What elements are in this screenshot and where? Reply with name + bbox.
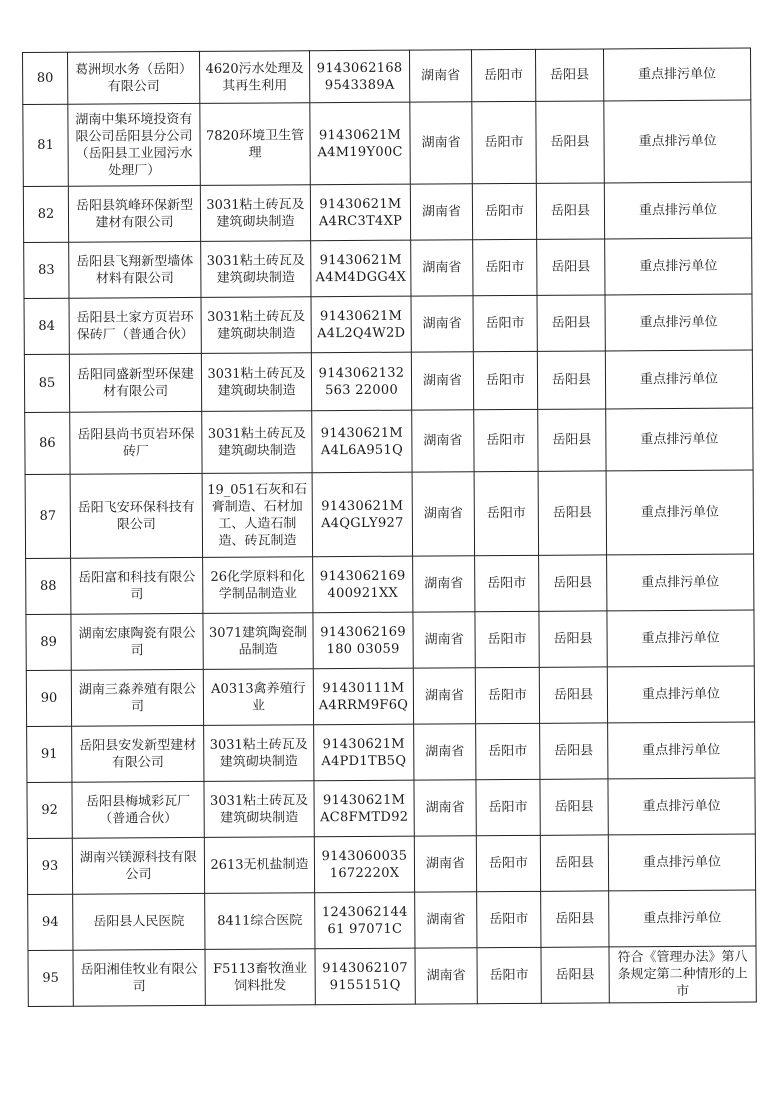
row-number: 89 bbox=[26, 614, 71, 670]
province: 湖南省 bbox=[409, 50, 471, 102]
industry: A0313禽养殖行业 bbox=[203, 669, 313, 726]
city: 岳阳市 bbox=[473, 351, 537, 409]
table-row bbox=[25, 408, 753, 474]
province: 湖南省 bbox=[413, 668, 475, 724]
credit-code: 91430111MA4RRM9F6Q bbox=[313, 668, 413, 725]
industry: 3031粘土砖瓦及建筑砌块制造 bbox=[204, 725, 314, 782]
credit-code: 91430621079155151Q bbox=[315, 948, 415, 1005]
industry: F5113畜牧渔业饲料批发 bbox=[205, 949, 315, 1006]
province: 湖南省 bbox=[415, 892, 477, 948]
province: 湖南省 bbox=[413, 556, 475, 612]
table-row bbox=[23, 100, 751, 186]
category: 重点排污单位 bbox=[604, 182, 751, 239]
city: 岳阳市 bbox=[475, 611, 539, 667]
company-name: 湖南三淼养殖有限公司 bbox=[71, 669, 203, 726]
credit-code: 91430621MA4PD1TB5Q bbox=[314, 724, 414, 781]
province: 湖南省 bbox=[412, 472, 475, 556]
city: 岳阳市 bbox=[471, 49, 535, 101]
row-number: 83 bbox=[24, 242, 69, 298]
industry: 3031粘土砖瓦及建筑砌块制造 bbox=[201, 353, 311, 412]
table-row bbox=[23, 48, 751, 104]
city: 岳阳市 bbox=[477, 891, 541, 947]
county: 岳阳县 bbox=[541, 891, 609, 947]
city: 岳阳市 bbox=[477, 947, 541, 1003]
table-row bbox=[26, 554, 754, 614]
category: 重点排污单位 bbox=[605, 294, 752, 351]
row-number: 82 bbox=[23, 186, 68, 242]
company-name: 岳阳县安发新型建材有限公司 bbox=[72, 725, 204, 782]
row-number: 94 bbox=[28, 894, 73, 950]
table-row bbox=[28, 946, 756, 1006]
company-name: 湖南宏康陶瓷有限公司 bbox=[71, 613, 203, 670]
category: 重点排污单位 bbox=[603, 48, 750, 101]
category: 重点排污单位 bbox=[608, 834, 755, 891]
county: 岳阳县 bbox=[536, 183, 604, 239]
city: 岳阳市 bbox=[472, 183, 536, 239]
company-name: 岳阳县筑峰环保新型建材有限公司 bbox=[68, 185, 200, 242]
category: 重点排污单位 bbox=[608, 778, 755, 835]
county: 岳阳县 bbox=[537, 295, 605, 351]
industry: 3031粘土砖瓦及建筑砌块制造 bbox=[204, 781, 314, 838]
company-name: 岳阳同盛新型环保建材有限公司 bbox=[69, 353, 201, 412]
county: 岳阳县 bbox=[535, 49, 603, 101]
industry: 7820环境卫生管理 bbox=[200, 103, 310, 186]
county: 岳阳县 bbox=[537, 351, 605, 409]
county: 岳阳县 bbox=[536, 101, 604, 183]
credit-code: 9143062132563 22000 bbox=[311, 352, 411, 411]
city: 岳阳市 bbox=[476, 723, 540, 779]
city: 岳阳市 bbox=[476, 835, 540, 891]
industry: 8411综合医院 bbox=[205, 893, 315, 950]
province: 湖南省 bbox=[410, 184, 472, 240]
province: 湖南省 bbox=[414, 724, 476, 780]
county: 岳阳县 bbox=[540, 835, 608, 891]
table-row bbox=[27, 834, 755, 894]
province: 湖南省 bbox=[414, 780, 476, 836]
category: 重点排污单位 bbox=[605, 238, 752, 295]
credit-code: 91430621MA4QGLY927 bbox=[312, 472, 413, 557]
province: 湖南省 bbox=[415, 948, 477, 1004]
table-body bbox=[23, 48, 757, 1006]
credit-code: 91430621MA4L6A951Q bbox=[312, 410, 412, 473]
industry: 19_051石灰和石膏制造、石材加工、人造石制造、砖瓦制造 bbox=[202, 473, 313, 558]
county: 岳阳县 bbox=[538, 471, 607, 555]
row-number: 90 bbox=[26, 670, 71, 726]
company-name: 岳阳县人民医院 bbox=[73, 893, 205, 950]
company-name: 岳阳飞安环保科技有限公司 bbox=[70, 473, 203, 558]
county: 岳阳县 bbox=[540, 779, 608, 835]
table-row bbox=[24, 294, 752, 354]
province: 湖南省 bbox=[411, 352, 473, 410]
table-row bbox=[27, 778, 755, 838]
credit-code: 9143062169400921XX bbox=[313, 556, 413, 613]
industry: 4620污水处理及其再生利用 bbox=[199, 51, 309, 104]
city: 岳阳市 bbox=[473, 239, 537, 295]
credit-code: 91430621MA4L2Q4W2D bbox=[311, 296, 411, 353]
company-name: 岳阳湘佳牧业有限公司 bbox=[73, 949, 205, 1006]
county: 岳阳县 bbox=[539, 555, 607, 611]
row-number: 95 bbox=[28, 950, 73, 1006]
credit-code: 91430621MAC8FMTD92 bbox=[314, 780, 414, 837]
row-number: 86 bbox=[25, 412, 70, 474]
row-number: 93 bbox=[27, 838, 72, 894]
category: 重点排污单位 bbox=[606, 408, 753, 471]
county: 岳阳县 bbox=[540, 723, 608, 779]
province: 湖南省 bbox=[412, 410, 474, 472]
table-row bbox=[24, 238, 752, 298]
industry: 3031粘土砖瓦及建筑砌块制造 bbox=[201, 297, 311, 354]
company-name: 岳阳县尚书页岩环保砖厂 bbox=[70, 411, 202, 474]
credit-code: 91430621MA4M19Y00C bbox=[310, 102, 410, 185]
province: 湖南省 bbox=[413, 612, 475, 668]
table-row bbox=[26, 666, 754, 726]
city: 岳阳市 bbox=[475, 667, 539, 723]
province: 湖南省 bbox=[411, 240, 473, 296]
company-name: 岳阳富和科技有限公司 bbox=[71, 557, 203, 614]
province: 湖南省 bbox=[410, 102, 472, 184]
company-name: 葛洲坝水务（岳阳）有限公司 bbox=[68, 51, 200, 104]
row-number: 84 bbox=[24, 298, 69, 354]
category: 重点排污单位 bbox=[607, 610, 754, 667]
row-number: 92 bbox=[27, 782, 72, 838]
credit-code: 124306214461 97071C bbox=[315, 892, 415, 949]
category: 重点排污单位 bbox=[607, 666, 754, 723]
industry: 3031粘土砖瓦及建筑砌块制造 bbox=[201, 241, 311, 298]
company-name: 湖南中集环境投资有限公司岳阳县分公司（岳阳县工业园污水处理厂） bbox=[68, 103, 200, 186]
credit-code: 9143062169180 03059 bbox=[313, 612, 413, 669]
company-name: 岳阳县飞翔新型墙体材料有限公司 bbox=[69, 241, 201, 298]
row-number: 80 bbox=[23, 52, 68, 104]
credit-code: 91430621MA4M4DGG4X bbox=[311, 240, 411, 297]
industry: 3031粘土砖瓦及建筑砌块制造 bbox=[202, 411, 312, 474]
industry: 2613无机盐制造 bbox=[204, 837, 314, 894]
category: 重点排污单位 bbox=[605, 350, 752, 409]
company-name: 湖南兴镁源科技有限公司 bbox=[72, 837, 204, 894]
category: 重点排污单位 bbox=[608, 722, 755, 779]
category: 符合《管理办法》第八条规定第二种情形的上市 bbox=[609, 946, 756, 1003]
enterprise-list-table bbox=[22, 48, 757, 1007]
city: 岳阳市 bbox=[475, 555, 539, 611]
category: 重点排污单位 bbox=[607, 554, 754, 611]
city: 岳阳市 bbox=[474, 409, 538, 471]
category: 重点排污单位 bbox=[606, 470, 754, 555]
county: 岳阳县 bbox=[539, 667, 607, 723]
county: 岳阳县 bbox=[539, 611, 607, 667]
table-row bbox=[27, 722, 755, 782]
county: 岳阳县 bbox=[537, 239, 605, 295]
table-row bbox=[26, 610, 754, 670]
industry: 26化学原料和化学制品制造业 bbox=[203, 557, 313, 614]
city: 岳阳市 bbox=[474, 471, 539, 555]
county: 岳阳县 bbox=[538, 409, 606, 471]
category: 重点排污单位 bbox=[609, 890, 756, 947]
industry: 3071建筑陶瓷制品制造 bbox=[203, 613, 313, 670]
category: 重点排污单位 bbox=[604, 100, 751, 183]
company-name: 岳阳县土家方页岩环保砖厂（普通合伙） bbox=[69, 297, 201, 354]
table-row bbox=[28, 890, 756, 950]
industry: 3031粘土砖瓦及建筑砌块制造 bbox=[200, 185, 310, 242]
row-number: 85 bbox=[24, 354, 69, 412]
row-number: 81 bbox=[23, 104, 69, 186]
table-row bbox=[25, 470, 753, 558]
credit-code: 91430600351672220X bbox=[314, 836, 414, 893]
table-row bbox=[23, 182, 751, 242]
credit-code: 91430621689543389A bbox=[309, 50, 409, 103]
province: 湖南省 bbox=[411, 296, 473, 352]
table-row bbox=[24, 350, 752, 412]
credit-code: 91430621MA4RC3T4XP bbox=[310, 184, 410, 241]
city: 岳阳市 bbox=[473, 295, 537, 351]
row-number: 87 bbox=[25, 474, 71, 558]
row-number: 88 bbox=[26, 558, 71, 614]
county: 岳阳县 bbox=[541, 947, 609, 1003]
province: 湖南省 bbox=[414, 836, 476, 892]
city: 岳阳市 bbox=[476, 779, 540, 835]
row-number: 91 bbox=[27, 726, 72, 782]
city: 岳阳市 bbox=[472, 101, 536, 183]
company-name: 岳阳县梅城彩瓦厂（普通合伙） bbox=[72, 781, 204, 838]
